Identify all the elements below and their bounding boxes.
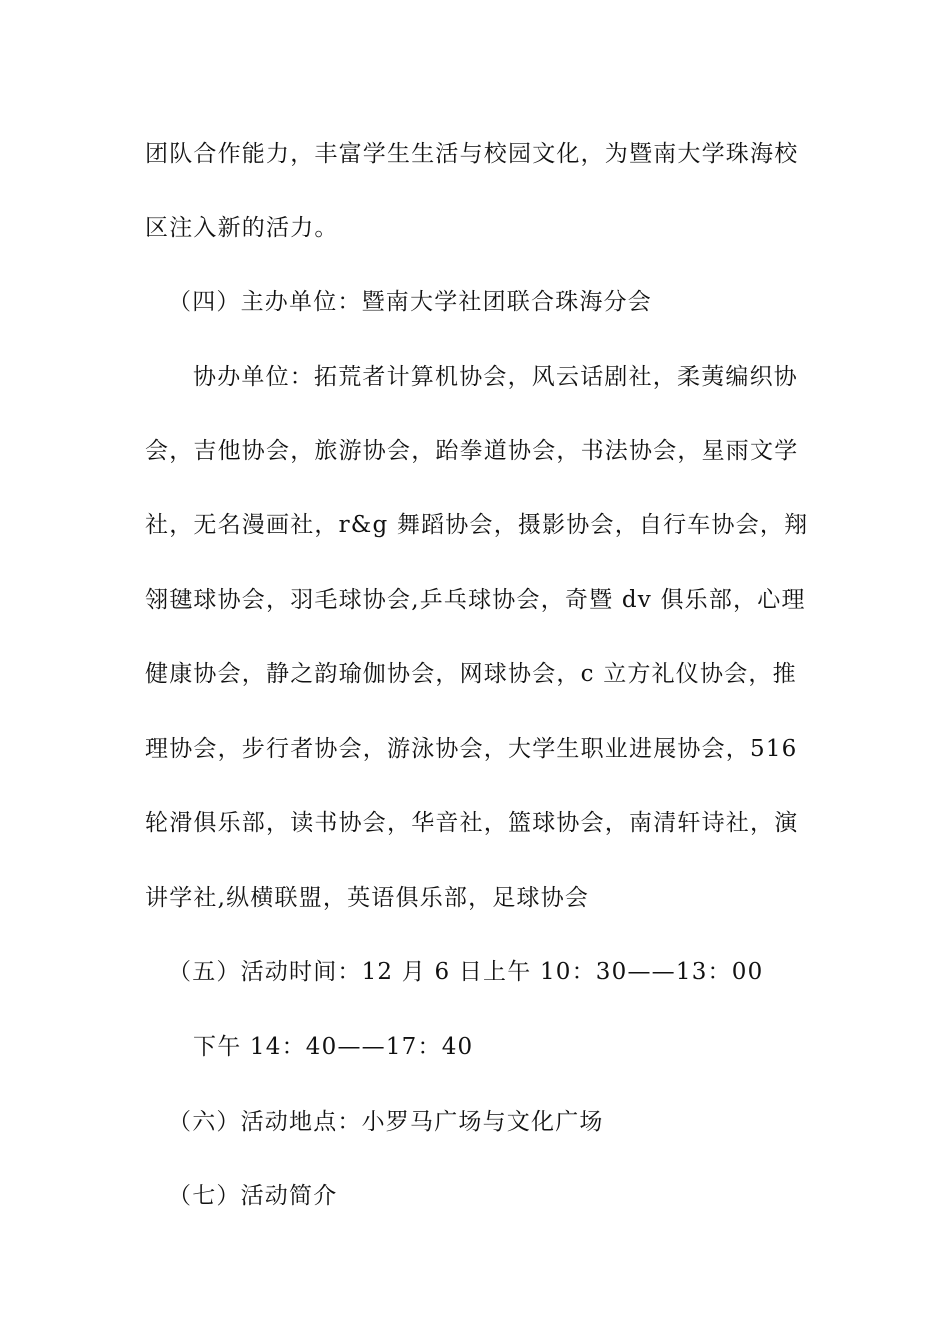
paragraph-line: 会，吉他协会，旅游协会，跆拳道协会，书法协会，星雨文学 — [145, 438, 799, 464]
section-heading-intro: （七）活动简介 — [168, 1183, 338, 1209]
paragraph-line: 团队合作能力，丰富学生生活与校园文化，为暨南大学珠海校 — [145, 141, 799, 167]
paragraph-line: 讲学社,纵横联盟，英语俱乐部，足球协会 — [145, 885, 590, 911]
paragraph-line: 翎毽球协会，羽毛球协会,乒乓球协会，奇暨 dv 俱乐部，心理 — [145, 587, 806, 613]
section-heading-organizer: （四）主办单位：暨南大学社团联合珠海分会 — [168, 289, 652, 315]
section-heading-location: （六）活动地点：小罗马广场与文化广场 — [168, 1109, 604, 1135]
section-heading-time: （五）活动时间：12 月 6 日上午 10：30——13：00 — [168, 959, 764, 985]
paragraph-line: 社，无名漫画社，r&g 舞蹈协会，摄影协会，自行车协会，翔 — [145, 512, 809, 538]
paragraph-line: 理协会，步行者协会，游泳协会，大学生职业进展协会，516 — [145, 736, 798, 762]
paragraph-line: 下午 14：40——17：40 — [193, 1034, 474, 1060]
paragraph-line: 轮滑俱乐部，读书协会，华音社，篮球协会，南清轩诗社，演 — [145, 810, 799, 836]
paragraph-line: 健康协会，静之韵瑜伽协会，网球协会，c 立方礼仪协会，推 — [145, 661, 797, 687]
paragraph-line: 协办单位：拓荒者计算机协会，风云话剧社，柔荑编织协 — [193, 364, 798, 390]
paragraph-line: 区注入新的活力。 — [145, 215, 339, 241]
